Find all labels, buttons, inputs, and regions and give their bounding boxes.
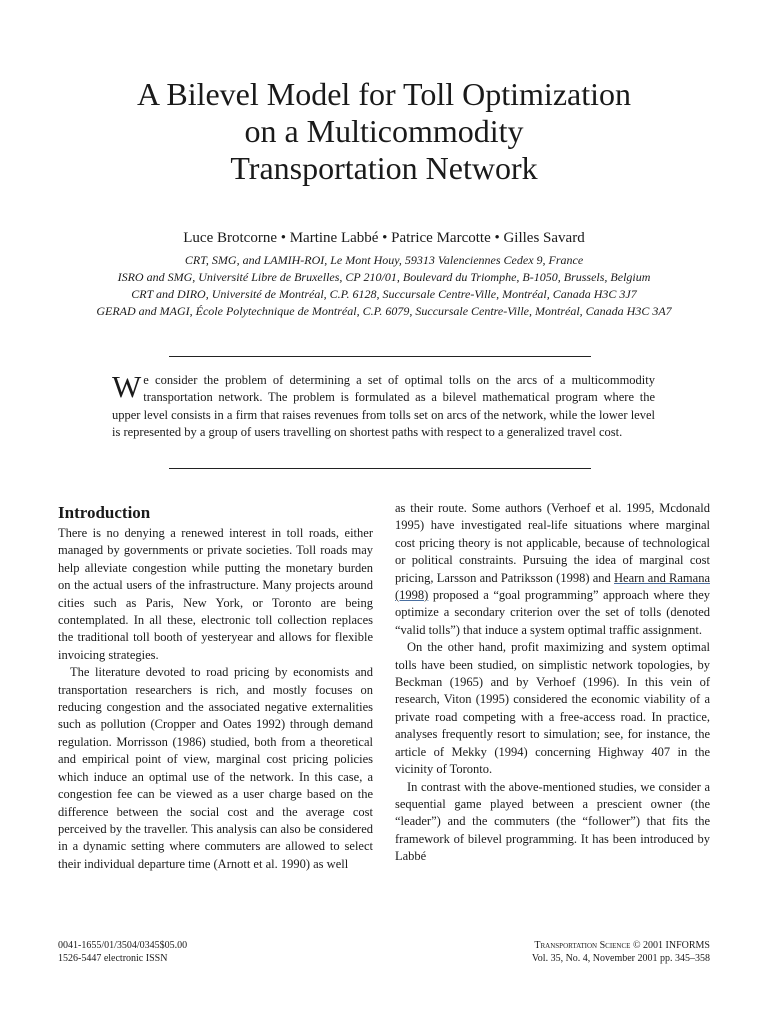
footer-journal-info: [532, 940, 710, 965]
footer-copyright: © 2001 INFORMS: [630, 940, 710, 951]
right-paragraph-1: [395, 500, 710, 639]
title-line-2: on a Multicommodity: [244, 113, 524, 149]
section-heading-introduction: Introduction: [58, 503, 151, 522]
paper-title: [0, 76, 768, 187]
right-column: [395, 500, 710, 866]
title-line-3: Transportation Network: [230, 150, 538, 186]
intro-paragraph-1: There is no denying a renewed interest in toll roads, either managed by governments or private societies. Toll roads may help alleviate congestion while putting the monetary burden on the actual users of the infrastructure. Many projects around cities such as Paris, New York, or Toronto are being contemplated. In all these, electronic toll collection replaces the traditional toll booth of yesteryear and allows for flexible invoicing strategies.: [58, 526, 373, 662]
right-paragraph-3: In contrast with the above-mentioned studies, we consider a sequential game played between a prescient owner (the “leader”) and the commuters (the “follower”) that fits the framework of bilevel programming. It has been introduced by Labbé: [395, 779, 710, 864]
footer-electronic-issn: 1526-5447 electronic ISSN: [58, 952, 168, 964]
affiliation-1: CRT, SMG, and LAMIH-ROI, Le Mont Houy, 59313 Valenciennes Cedex 9, France: [184, 253, 584, 267]
abstract: [112, 369, 655, 442]
affiliation-3: CRT and DIRO, Université de Montréal, C.P. 6128, Succursale Centre-Ville, Montréal, Canada H3C 3J7: [131, 287, 637, 301]
abstract-dropcap: W: [112, 369, 142, 404]
left-column: [58, 500, 373, 873]
right-paragraph-2: On the other hand, profit maximizing and system optimal tolls have been studied, on simplistic network topologies, by Beckman (1965) and by Verhoef (1996). In this vein of research, Viton (1995) considered the economic viability of a private road competing with a free-access road. In practice, analyses frequently resort to simulation; see, for instance, the article of Mekky (1994) concerning Highway 407 in the vicinity of Toronto.: [395, 640, 710, 777]
citation-link-hearn-ramana[interactable]: Hearn and Ramana (1998): [395, 570, 710, 603]
abstract-text: e consider the problem of determining a set of optimal tolls on the arcs of a multicommodity transportation network. The problem is formulated as a bilevel mathematical program where the upper level consists in a firm that raises revenues from tolls set on arcs of the network, while the lower level is represented by a group of users travelling on shortest paths with respect to a generalized travel cost.: [112, 373, 655, 440]
abstract-bottom-rule: [169, 468, 591, 469]
title-line-1: A Bilevel Model for Toll Optimization: [137, 76, 631, 112]
affiliation-2: ISRO and SMG, Université Libre de Bruxelles, CP 210/01, Boulevard du Triomphe, B-1050, Brussels, Belgium: [117, 270, 651, 284]
footer-journal-name: Transportation Science: [534, 940, 631, 951]
right-paragraph-1-part-a: as their route. Some authors (Verhoef et al. 1995, Mcdonald 1995) have investigated real-life situations where marginal cost pricing theory is not applicable, because of technological or political constraints. Pursuing the idea of marginal cost pricing, Larsson and Patriksson (1998) and: [395, 501, 710, 585]
footer-volume: Vol. 35, No. 4, November 2001 pp. 345–358: [531, 952, 710, 964]
affiliation-4: GERAD and MAGI, École Polytechnique de Montréal, C.P. 6079, Succursale Centre-Ville, Montréal, Canada H3C 3A7: [96, 304, 672, 318]
footer-issn: [58, 940, 187, 965]
author-list: Luce Brotcorne • Martine Labbé • Patrice Marcotte • Gilles Savard: [183, 230, 585, 246]
intro-paragraph-2: The literature devoted to road pricing by economists and transportation researchers is rich, and mostly focuses on reducing congestion and the associated negative externalities such as pollution (Cropper and Oates 1992) through demand regulation. Morrisson (1986) studied, both from a theoretical and empirical point of view, marginal cost pricing policies which induce an optimal use of the network. In this case, a congestion fee can be viewed as a user charge based on the difference between the social cost and the average cost perceived by the traveller. This analysis can also be considered in a dynamic setting where commuters are allowed to select their individual departure time (Arnott et al. 1990) as well: [58, 665, 373, 871]
footer-code: 0041-1655/01/3504/0345$05.00: [58, 940, 188, 951]
right-paragraph-1-part-b: proposed a “goal programming” approach where they optimize a secondary criterion over the set of tolls (denoted “valid tolls”) that induce a system optimal traffic assignment.: [395, 588, 710, 637]
abstract-top-rule: [169, 356, 591, 357]
